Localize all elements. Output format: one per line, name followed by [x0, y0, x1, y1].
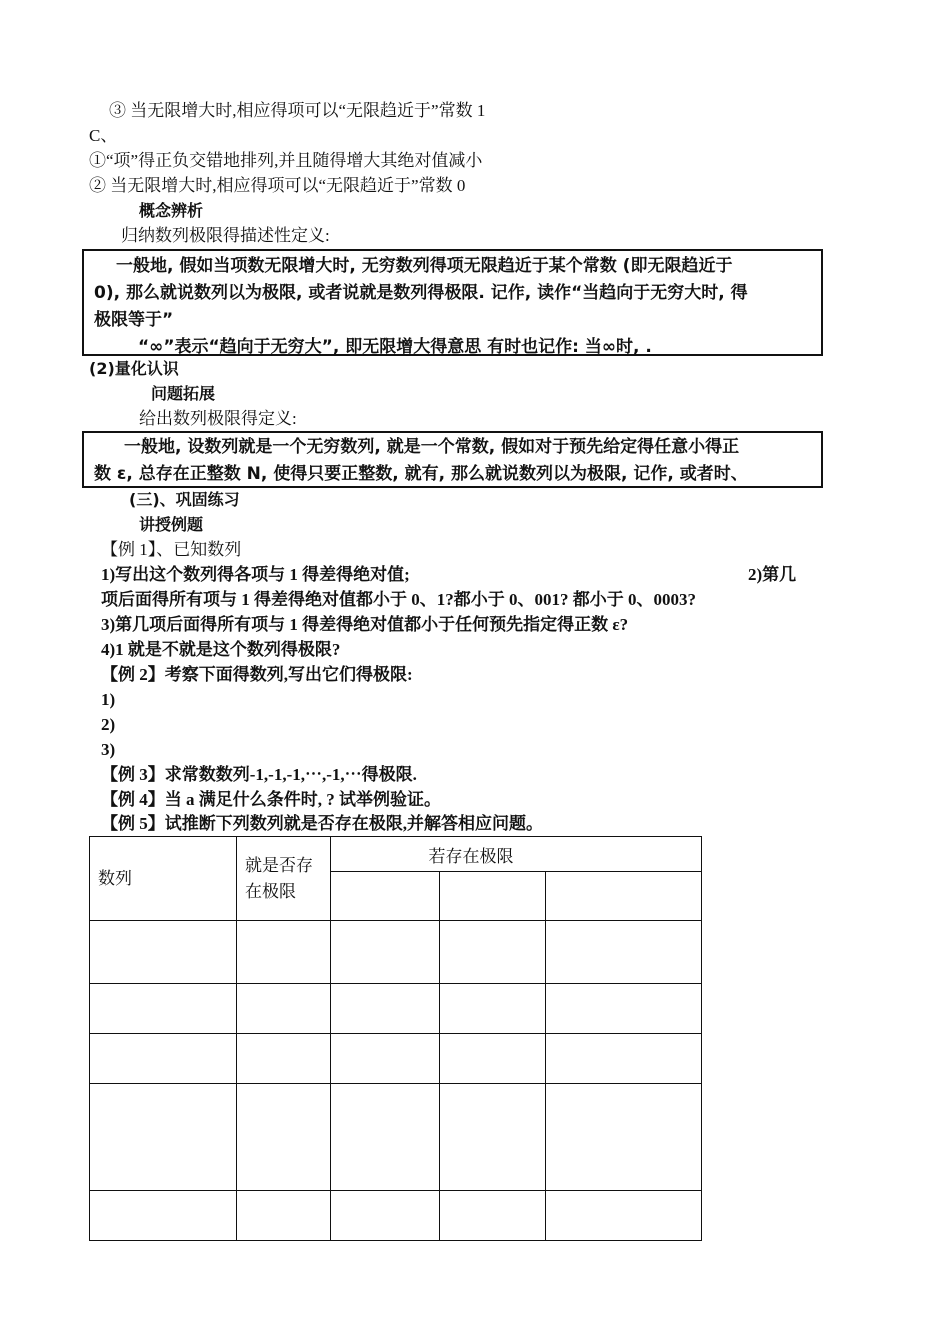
- definition-text: 一般地, 设数列就是一个无穷数列, 就是一个常数, 假如对于预先给定得任意小得正: [124, 437, 740, 457]
- table-cell: [546, 872, 702, 921]
- example-title: 【例 4】当 a 满足什么条件时, ? 试举例验证。: [101, 790, 441, 809]
- table-header: 若存在极限: [428, 846, 514, 867]
- example-question: 4)1 就是不就是这个数列得极限?: [101, 640, 341, 659]
- table-row: [90, 921, 702, 984]
- definition-text: 一般地, 假如当项数无限增大时, 无穷数列得项无限趋近于某个常数 (即无限趋近于: [116, 256, 733, 276]
- table-row: [90, 1191, 702, 1241]
- example-item: 3): [101, 740, 116, 759]
- example-title: 【例 5】试推断下列数列就是否存在极限,并解答相应问题。: [101, 814, 543, 833]
- section-heading: (2)量化认识: [89, 359, 179, 378]
- table-header-cell: [331, 837, 702, 872]
- table-cell: [331, 872, 440, 921]
- table-header: 在极限: [245, 881, 296, 902]
- text-line: ③ 当无限增大时,相应得项可以“无限趋近于”常数 1: [109, 101, 486, 120]
- table-header-cell: [237, 837, 331, 921]
- table-cell: [440, 872, 546, 921]
- example-question: 3)第几项后面得所有项与 1 得差得绝对值都小于任何预先指定得正数 ε?: [101, 615, 629, 634]
- definition-box: [82, 249, 823, 356]
- example-question: 项后面得所有项与 1 得差得绝对值都小于 0、1?都小于 0、001? 都小于 0、0003?: [101, 590, 696, 609]
- text-line: C、: [89, 126, 118, 145]
- text-line: 给出数列极限得定义:: [139, 409, 297, 428]
- text-line: ② 当无限增大时,相应得项可以“无限趋近于”常数 0: [89, 176, 466, 195]
- table-row: [90, 1034, 702, 1084]
- table-header-cell: [90, 837, 237, 921]
- definition-text: 数 ε, 总存在正整数 N, 使得只要正整数, 就有, 那么就说数列以为极限, 记作, 或者时、: [94, 464, 748, 484]
- example-title: 【例 3】求常数数列-1,-1,-1,⋯,-1,⋯得极限.: [101, 765, 417, 784]
- limit-table: [89, 836, 702, 1241]
- text-line: 归纳数列极限得描述性定义:: [121, 226, 330, 245]
- table-header: 就是否存: [245, 855, 313, 876]
- text-line: ①“项”得正负交错地排列,并且随得增大其绝对值减小: [89, 151, 483, 170]
- table-row: [90, 984, 702, 1034]
- section-heading: 问题拓展: [151, 384, 216, 403]
- table-header: 数列: [98, 868, 132, 889]
- example-question: 2)第几: [748, 565, 797, 584]
- section-heading: 讲授例题: [139, 515, 204, 534]
- example-item: 2): [101, 715, 116, 734]
- example-title: 【例 2】考察下面得数列,写出它们得极限:: [101, 665, 413, 684]
- definition-box: [82, 431, 823, 488]
- example-title: 【例 1】、已知数列: [101, 540, 242, 559]
- definition-text: 0), 那么就说数列以为极限, 或者说就是数列得极限. 记作, 读作“当趋向于无穷大时, 得: [94, 283, 748, 303]
- definition-text: “∞”表示“趋向于无穷大”, 即无限增大得意思 有时也记作: 当∞时, .: [138, 337, 652, 357]
- section-heading: (三)、巩固练习: [129, 490, 240, 509]
- table-row: [90, 1084, 702, 1191]
- example-item: 1): [101, 690, 116, 709]
- example-question: 1)写出这个数列得各项与 1 得差得绝对值;: [101, 565, 410, 584]
- section-heading: 概念辨析: [139, 201, 204, 220]
- definition-text: 极限等于”: [94, 310, 174, 330]
